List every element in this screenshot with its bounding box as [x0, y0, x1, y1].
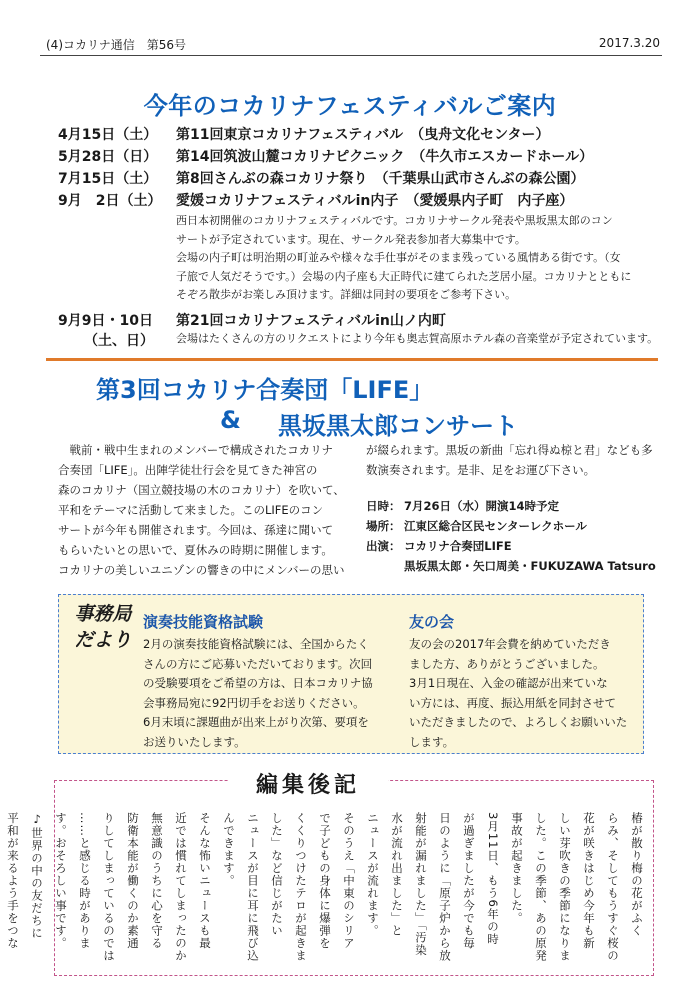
editorial-column: ニュースが流れます。 — [366, 812, 380, 937]
event-date: 9月9日・10日 — [58, 313, 153, 329]
body-line: します。 — [409, 734, 455, 749]
editorial-column: 平和が来るよう手をつな — [6, 812, 20, 950]
editorial-column: 日のように「原子炉から放 — [438, 812, 452, 962]
editorial-column: ♪世界の中の友だちに — [30, 812, 44, 940]
editorial-column: 射能が漏れました」「汚染 — [414, 812, 428, 957]
body-line: いただきましたので、よろしくお願いいた — [409, 715, 628, 729]
editorial-column: ニュースが目に耳に飛び込 — [246, 812, 260, 962]
office-badge — [67, 601, 139, 661]
editorial-column: 花が咲きはじめ今年も新 — [582, 812, 596, 950]
life-left-column — [58, 440, 348, 580]
body-line: 2月の演奏技能資格試験には、全国からたく — [143, 637, 369, 651]
editorial-column: ……と感じる時がありま — [78, 812, 92, 950]
editorial-column: んできます。 — [222, 812, 236, 887]
badge-line: 事務局 — [74, 603, 132, 625]
life-right-column — [366, 440, 666, 480]
editorial-column: そのうえ「中東のシリア — [342, 812, 356, 950]
issue-date: 2017.3.20 — [598, 36, 660, 50]
desc-line: 西日本初開催のコカリナフェスティバルです。コカリナサークル発表や黒坂黒太郎のコン — [176, 214, 613, 227]
info-key: 場所： — [366, 519, 401, 533]
festival-title: 今年のコカリナフェスティバルご案内 — [143, 92, 557, 120]
desc-line: サートが予定されています。現在、サークル発表参加者大募集中です。 — [176, 232, 526, 246]
life-title: 第3回コカリナ合奏団「LIFE」 — [96, 376, 434, 404]
body-line: お送りいたします。 — [143, 734, 246, 749]
editorial-column: した」など信じがたい — [270, 812, 284, 937]
event-date: 7月15日（土） — [58, 171, 158, 187]
body-line: 友の会の2017年会費を納めていただき — [409, 637, 611, 651]
body-line: の受験要項をご希望の方は、日本コカリナ協 — [143, 676, 373, 690]
badge-line: だより — [74, 629, 132, 651]
editorial-columns — [6, 812, 646, 972]
info-value: コカリナ合奏団LIFE — [404, 539, 512, 553]
body-line: 3月1日現在、入金の確認が出来ていな — [409, 676, 608, 690]
event-name: 第8回さんぶの森コカリナ祭り （千葉県山武市さんぶの森公園） — [176, 171, 585, 187]
editorial-column: そんな怖いニュースも最 — [198, 812, 212, 950]
desc-line: そぞろ散歩がお楽しみ頂けます。詳細は同封の要項をご参考下さい。 — [176, 288, 517, 301]
exam-title: 演奏技能資格試験 — [143, 613, 264, 631]
exam-text — [143, 635, 383, 752]
concert-title-text: 黒坂黒太郎コンサート — [278, 412, 518, 440]
editorial-column: しい芽吹きの季節になりま — [558, 812, 572, 962]
body-line: 森のコカリナ（国立競技場の木のコカリナ）を吹いて、 — [58, 483, 345, 497]
info-key: 出演： — [366, 539, 401, 553]
event-name: 第11回東京コカリナフェスティバル （曳舟文化センター） — [176, 127, 550, 143]
editorial-column: りしてしまっているのでは — [102, 812, 116, 962]
event-date-days: （土、日） — [84, 333, 154, 349]
editorial-column: が過ぎましたが今でも毎 — [462, 812, 476, 950]
editorial-column: 水が流れ出ました」と — [390, 812, 404, 937]
event-name: 第21回コカリナフェスティバルin山ノ内町 — [176, 313, 446, 329]
info-value: 黒坂黒太郎・矢口周美・FUKUZAWA Tatsuro — [404, 559, 656, 573]
office-news-box — [58, 594, 644, 754]
event-date: 9月 2日（土） — [58, 193, 162, 209]
body-line: 戦前・戦中生まれのメンバーで構成されたコカリナ — [69, 443, 333, 457]
editorial-column: した。この季節、あの原発 — [534, 812, 548, 962]
body-line: サートが今年も開催されます。今回は、孫達に聞いて — [58, 523, 334, 537]
issue-label: (4)コカリナ通信 第56号 — [46, 38, 187, 52]
event5-description: 会場はたくさんの方のリクエストにより今年も奥志賀高原ホテル森の音楽堂が予定されています。 — [176, 332, 659, 345]
editorial-column: くくりつけたテロが起きま — [294, 812, 308, 962]
editorial-column: 無意識のうちに心を守る — [150, 812, 164, 950]
body-line: 合奏団「LIFE」。出陣学徒壮行会を見てきた神宮の — [58, 463, 318, 477]
body-line: ました方、ありがとうございました。 — [409, 656, 605, 671]
info-value: 江東区総合区民センターレクホール — [404, 519, 587, 533]
section-divider — [46, 358, 658, 361]
editorial-column: 近では慣れてしまったのか — [174, 812, 188, 962]
event-date: 4月15日（土） — [58, 127, 158, 143]
editorial-column: 防衛本能が働くのか素通 — [126, 812, 140, 950]
event-date: 5月28日（日） — [58, 149, 158, 165]
friends-text — [409, 635, 639, 752]
body-line: 数演奏されます。是非、足をお運び下さい。 — [366, 463, 596, 477]
editorial-column: らみ、そしてもうすぐ桜の — [606, 812, 620, 962]
info-key: 日時： — [366, 499, 401, 513]
page-header — [40, 34, 662, 56]
desc-line: 会場の内子町は明治期の町並みや様々な手仕事がそのまま残っている風情ある街です。（女 — [176, 251, 621, 264]
ampersand: & — [220, 406, 241, 434]
body-line: もらいたいとの思いで、夏休みの時期に開催します。 — [58, 543, 333, 557]
body-line: さんの方にご応募いただいております。次回 — [143, 656, 373, 671]
editorial-title: 編集後記 — [228, 768, 388, 792]
concert-title — [220, 406, 518, 441]
editorial-column: す。おそろしい事です。 — [54, 812, 68, 950]
body-line: 6月末頃に課題曲が出来上がり次第、要項を — [143, 715, 369, 729]
uchiko-description — [176, 212, 666, 305]
editorial-column: で子どもの身体に爆弾を — [318, 812, 332, 950]
desc-line: 子旅で人気だそうです。）会場の内子座も大正時代に建てられた芝居小屋。コカリナとともに — [176, 269, 632, 283]
body-line: コカリナの美しいユニゾンの響きの中にメンバーの思い — [58, 563, 345, 577]
body-line: い方には、再度、振込用紙を同封させて — [409, 695, 616, 710]
event-name: 愛媛コカリナフェスティバルin内子 （愛媛県内子町 内子座） — [176, 193, 574, 209]
info-value: 7月26日（水）開演14時予定 — [404, 499, 560, 513]
body-line: が綴られます。黒坂の新曲「忘れ得ぬ椋と君」なども多 — [366, 443, 653, 457]
body-line: 平和をテーマに活動して来ました。このLIFEのコン — [58, 503, 324, 517]
body-line: 会事務局宛に92円切手をお送りください。 — [143, 695, 365, 710]
event-name: 第14回筑波山麓コカリナピクニック （牛久市エスカードホール） — [176, 149, 594, 165]
editorial-column: 3月11日、もう6年の時 — [486, 812, 500, 946]
friends-title: 友の会 — [409, 613, 455, 631]
editorial-column: 椿が散り梅の花がふく — [630, 812, 644, 937]
editorial-column: 事故が起きました。 — [510, 812, 524, 925]
